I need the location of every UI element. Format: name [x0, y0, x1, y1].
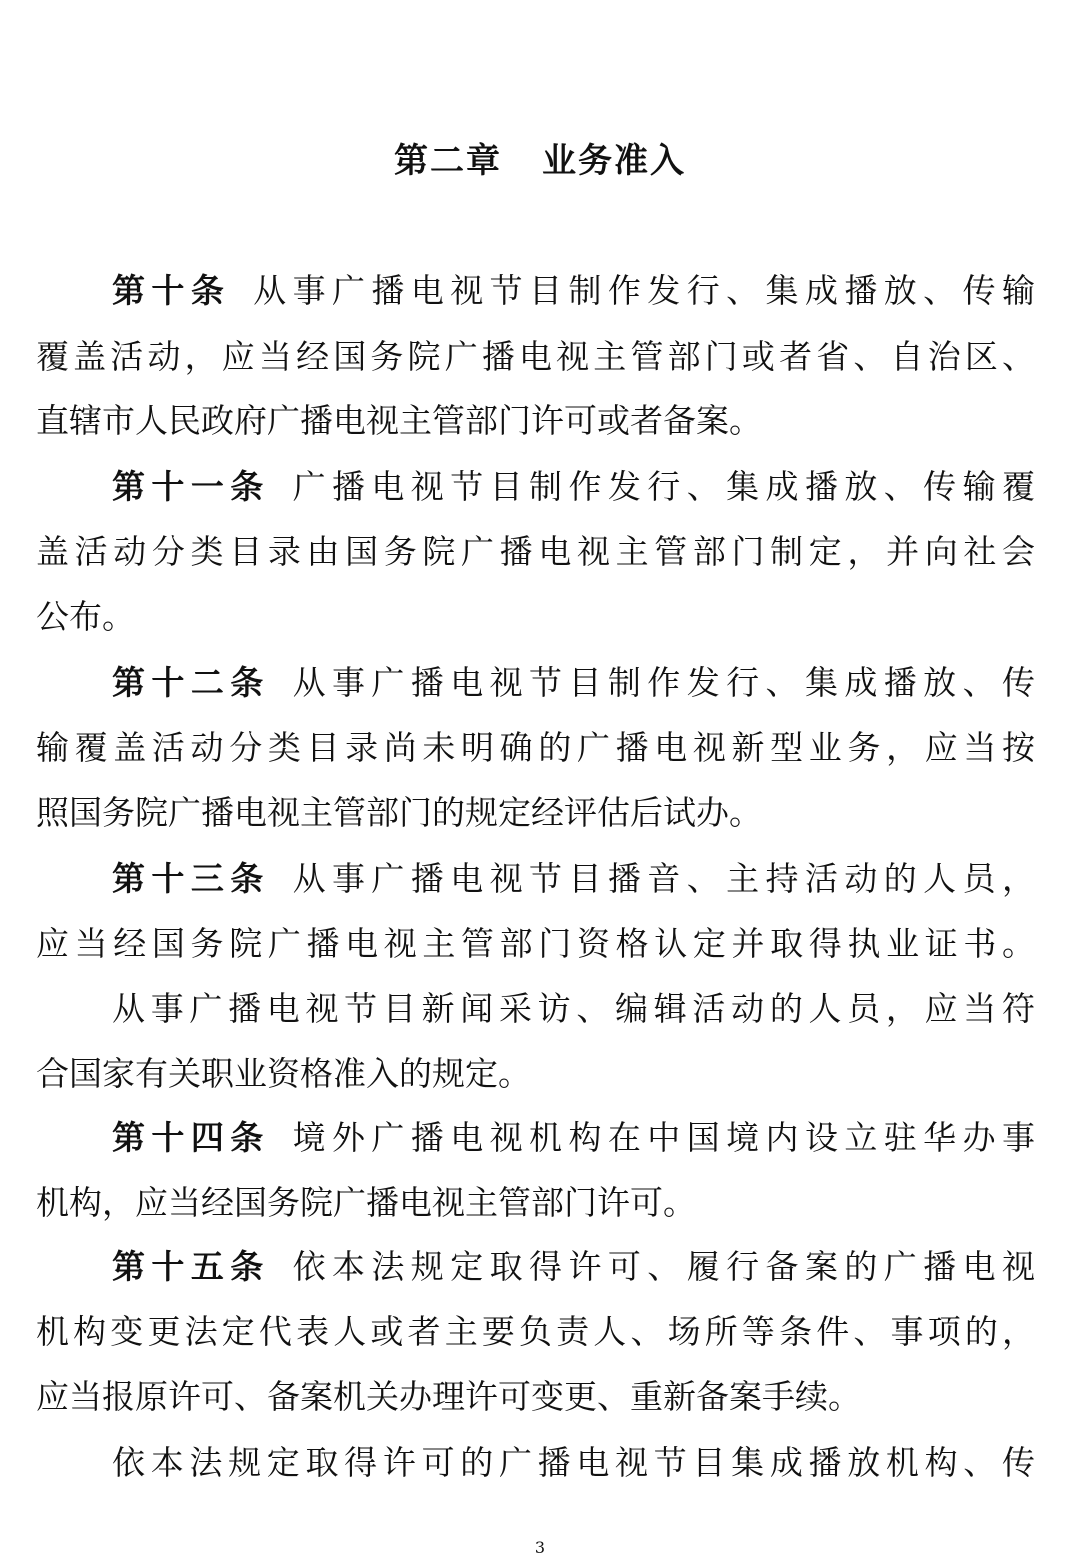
article-label: 第十四条: [112, 1118, 270, 1157]
article-label: 第十二条: [112, 663, 270, 702]
page-number: 3: [534, 1538, 546, 1557]
article-text: 广播电视节目制作发行、集成播放、传输覆: [286, 467, 1036, 506]
article-text: 从事广播电视节目制作发行、集成播放、传输: [246, 271, 1036, 310]
article-line: 应当报原许可、备案机关办理许可变更、重新备案手续。: [36, 1377, 861, 1416]
article-text: 从事广播电视节目播音、主持活动的人员，: [286, 859, 1036, 898]
article-line: 合国家有关职业资格准入的规定。: [36, 1054, 531, 1093]
article-line: [112, 464, 1035, 510]
article-line: 机构变更法定代表人或者主要负责人、场所等条件、事项的，: [36, 1312, 1035, 1351]
chapter-heading: [0, 136, 1080, 186]
article-line: 依本法规定取得许可的广播电视节目集成播放机构、传: [112, 1443, 1035, 1482]
article-line: 盖活动分类目录由国务院广播电视主管部门制定，并向社会: [36, 532, 1035, 571]
chapter-number: 第二章: [394, 141, 502, 181]
article-line: [112, 660, 1035, 706]
article-line: 直辖市人民政府广播电视主管部门许可或者备案。: [36, 401, 762, 440]
article-line: [112, 1115, 1035, 1161]
article-label: 第十一条: [112, 467, 270, 506]
article-line: 从事广播电视节目新闻采访、编辑活动的人员，应当符: [112, 989, 1035, 1028]
article-line: [112, 268, 1035, 314]
article-line: 覆盖活动，应当经国务院广播电视主管部门或者省、自治区、: [36, 337, 1035, 376]
article-text: 依本法规定取得许可、履行备案的广播电视: [286, 1247, 1036, 1286]
article-label: 第十三条: [112, 859, 270, 898]
article-line: [112, 1244, 1035, 1290]
article-label: 第十条: [112, 271, 231, 310]
chapter-title: 业务准入: [542, 141, 686, 181]
article-label: 第十五条: [112, 1247, 270, 1286]
article-line: 输覆盖活动分类目录尚未明确的广播电视新型业务，应当按: [36, 728, 1035, 767]
article-line: 机构，应当经国务院广播电视主管部门许可。: [36, 1183, 696, 1222]
article-line: 公布。: [36, 597, 135, 636]
article-line: 照国务院广播电视主管部门的规定经评估后试办。: [36, 793, 762, 832]
article-line: 应当经国务院广播电视主管部门资格认定并取得执业证书。: [36, 924, 1035, 963]
article-text: 境外广播电视机构在中国境内设立驻华办事: [286, 1118, 1036, 1157]
article-line: [112, 856, 1035, 902]
article-text: 从事广播电视节目制作发行、集成播放、传: [286, 663, 1036, 702]
